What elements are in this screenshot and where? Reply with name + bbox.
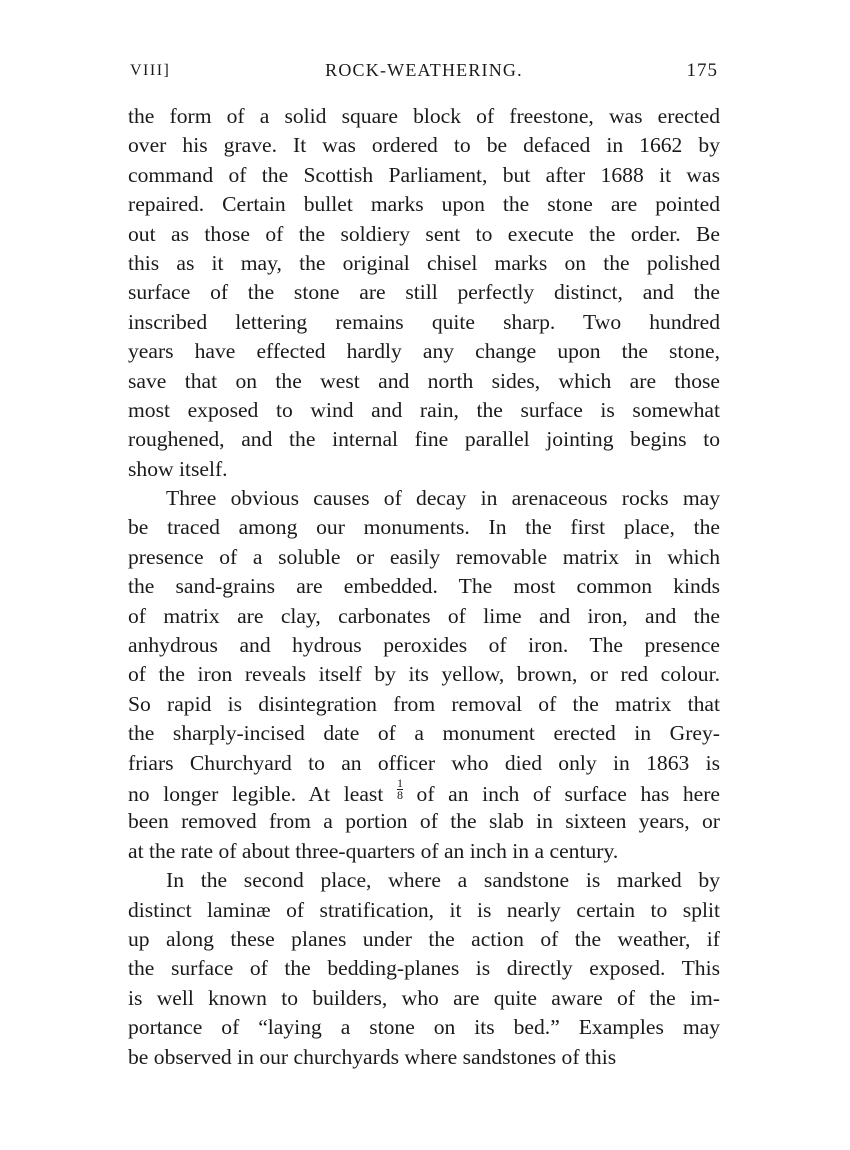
paragraph — [128, 866, 720, 1072]
book-page — [128, 52, 720, 1072]
text-line: inscribed lettering remains quite sharp. Two hundred — [128, 309, 720, 334]
text-line: years have effected hardly any change upon the stone, — [128, 339, 720, 364]
fraction-numerator: 1 — [396, 775, 403, 790]
text-line: be traced among our monuments. In the first place, the — [128, 515, 720, 540]
text-line: command of the Scottish Parliament, but after 1688 it was — [128, 162, 720, 187]
text-line: out as those of the soldiery sent to execute the order. Be — [128, 221, 720, 246]
text-line: anhydrous and hydrous peroxides of iron. The presence — [128, 633, 720, 658]
text-line: In the second place, where a sandstone is marked by — [166, 868, 720, 893]
page-number: 175 — [686, 60, 718, 81]
text-line: this as it may, the original chisel marks on the polished — [128, 250, 720, 275]
text-line: most exposed to wind and rain, the surface is somewhat — [128, 397, 720, 422]
paragraph — [128, 102, 720, 484]
text-line: the form of a solid square block of freestone, was erected — [128, 104, 720, 128]
text-line: friars Churchyard to an officer who died only in 1863 is — [128, 750, 720, 775]
paragraph — [128, 484, 720, 866]
fraction-denominator: 8 — [396, 787, 403, 802]
text-line: of matrix are clay, carbonates of lime and iron, and the — [128, 603, 720, 628]
text-line: show itself. — [128, 456, 228, 481]
text-line: up along these planes under the action of the weather, if — [128, 926, 720, 951]
text-line: Three obvious causes of decay in arenaceous rocks may — [166, 486, 720, 511]
text-line: the sand-grains are embedded. The most common kinds — [128, 574, 720, 599]
text-line: is well known to builders, who are quite aware of the im- — [128, 985, 720, 1010]
text-line: save that on the west and north sides, which are those — [128, 368, 720, 393]
text-line: at the rate of about three-quarters of an inch in a century. — [128, 838, 619, 863]
text-line: portance of “laying a stone on its bed.” Examples may — [128, 1015, 720, 1040]
fraction — [396, 775, 403, 802]
text-line: surface of the stone are still perfectly distinct, and the — [128, 280, 720, 305]
text-line: distinct laminæ of stratification, it is nearly certain to split — [128, 897, 720, 922]
running-head — [128, 52, 720, 86]
body-text — [128, 102, 720, 1072]
text-line: be observed in our churchyards where sandstones of this — [128, 1044, 617, 1069]
text-line: the sharply-incised date of a monument erected in Grey- — [128, 721, 720, 746]
text-line: roughened, and the internal fine parallel jointing begins to — [128, 427, 720, 452]
text-line: repaired. Certain bullet marks upon the stone are pointed — [128, 192, 720, 217]
text-line: So rapid is disintegration from removal of the matrix that — [128, 691, 720, 716]
text-line: of the iron reveals itself by its yellow, brown, or red colour. — [128, 662, 720, 687]
text-line: no longer legible. At least $\frac{1}{8}$ of an inch of surface has here — [128, 775, 720, 806]
text-line: the surface of the bedding-planes is directly exposed. This — [128, 956, 720, 981]
chapter-number: VIII] — [130, 62, 171, 79]
running-title: ROCK-WEATHERING. — [325, 60, 523, 80]
text-line: been removed from a portion of the slab in sixteen years, or — [128, 809, 720, 834]
text-line: presence of a soluble or easily removable matrix in which — [128, 544, 720, 569]
text-line: over his grave. It was ordered to be defaced in 1662 by — [128, 133, 720, 158]
